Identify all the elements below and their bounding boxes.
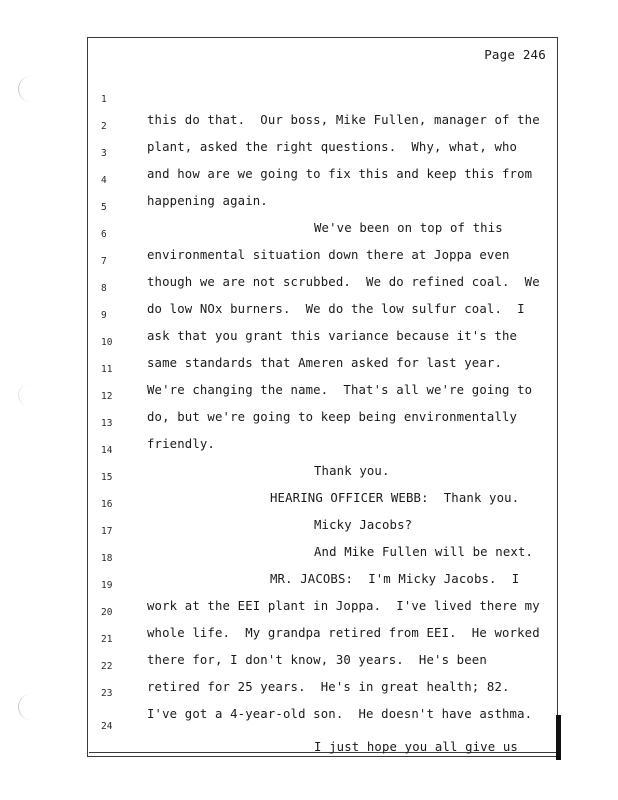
line-text: We've been on top of this	[314, 221, 503, 235]
line-text: Micky Jacobs?	[314, 518, 413, 532]
line-text: plant, asked the right questions. Why, what, who	[147, 140, 518, 154]
transcript-line	[0, 697, 618, 754]
line-number: 2	[101, 121, 107, 132]
line-number: 12	[101, 391, 113, 402]
line-number: 24	[101, 721, 113, 732]
line-text: Thank you.	[314, 464, 390, 478]
line-number: 6	[101, 229, 107, 240]
line-number: 5	[101, 202, 107, 213]
line-number: 16	[101, 499, 113, 510]
line-number: 1	[101, 94, 107, 105]
line-number: 23	[101, 688, 113, 699]
line-number: 22	[101, 661, 113, 672]
line-number: 9	[101, 310, 107, 321]
line-text: though we are not scrubbed. We do refined coal. We	[147, 275, 540, 289]
line-number: 15	[101, 472, 113, 483]
transcript-line	[0, 70, 618, 127]
line-text: HEARING OFFICER WEBB: Thank you.	[270, 491, 520, 505]
line-number: 20	[101, 607, 113, 618]
line-text: retired for 25 years. He's in great health; 82.	[147, 680, 510, 694]
line-text: ask that you grant this variance because it's the	[147, 329, 518, 343]
line-text: MR. JACOBS: I'm Micky Jacobs. I	[270, 572, 520, 586]
line-text: I just hope you all give us	[314, 740, 518, 754]
line-text: I've got a 4-year-old son. He doesn't have asthma.	[147, 707, 533, 721]
line-number: 10	[101, 337, 113, 348]
line-number: 11	[101, 364, 113, 375]
margin-bar	[556, 715, 561, 760]
line-number: 18	[101, 553, 113, 564]
line-text: and how are we going to fix this and keep this from	[147, 167, 533, 181]
line-text: this do that. Our boss, Mike Fullen, manager of the	[147, 113, 540, 127]
line-text: friendly.	[147, 437, 215, 451]
line-number: 3	[101, 148, 107, 159]
line-number: 13	[101, 418, 113, 429]
line-number: 4	[101, 175, 107, 186]
line-number: 7	[101, 256, 107, 267]
line-number: 19	[101, 580, 113, 591]
page-number: Page 246	[484, 47, 546, 62]
line-text: there for, I don't know, 30 years. He's been	[147, 653, 487, 667]
line-number: 17	[101, 526, 113, 537]
line-number: 8	[101, 283, 107, 294]
line-text: same standards that Ameren asked for last year.	[147, 356, 503, 370]
line-number: 14	[101, 445, 113, 456]
line-text: do low NOx burners. We do the low sulfur coal. I	[147, 302, 525, 316]
line-text: work at the EEI plant in Joppa. I've lived there my	[147, 599, 540, 613]
line-text: happening again.	[147, 194, 268, 208]
line-text: environmental situation down there at Joppa even	[147, 248, 510, 262]
line-text: do, but we're going to keep being environmentally	[147, 410, 518, 424]
line-text: We're changing the name. That's all we're going to	[147, 383, 533, 397]
line-text: whole life. My grandpa retired from EEI. He worked	[147, 626, 540, 640]
line-number: 21	[101, 634, 113, 645]
line-text: And Mike Fullen will be next.	[314, 545, 534, 559]
